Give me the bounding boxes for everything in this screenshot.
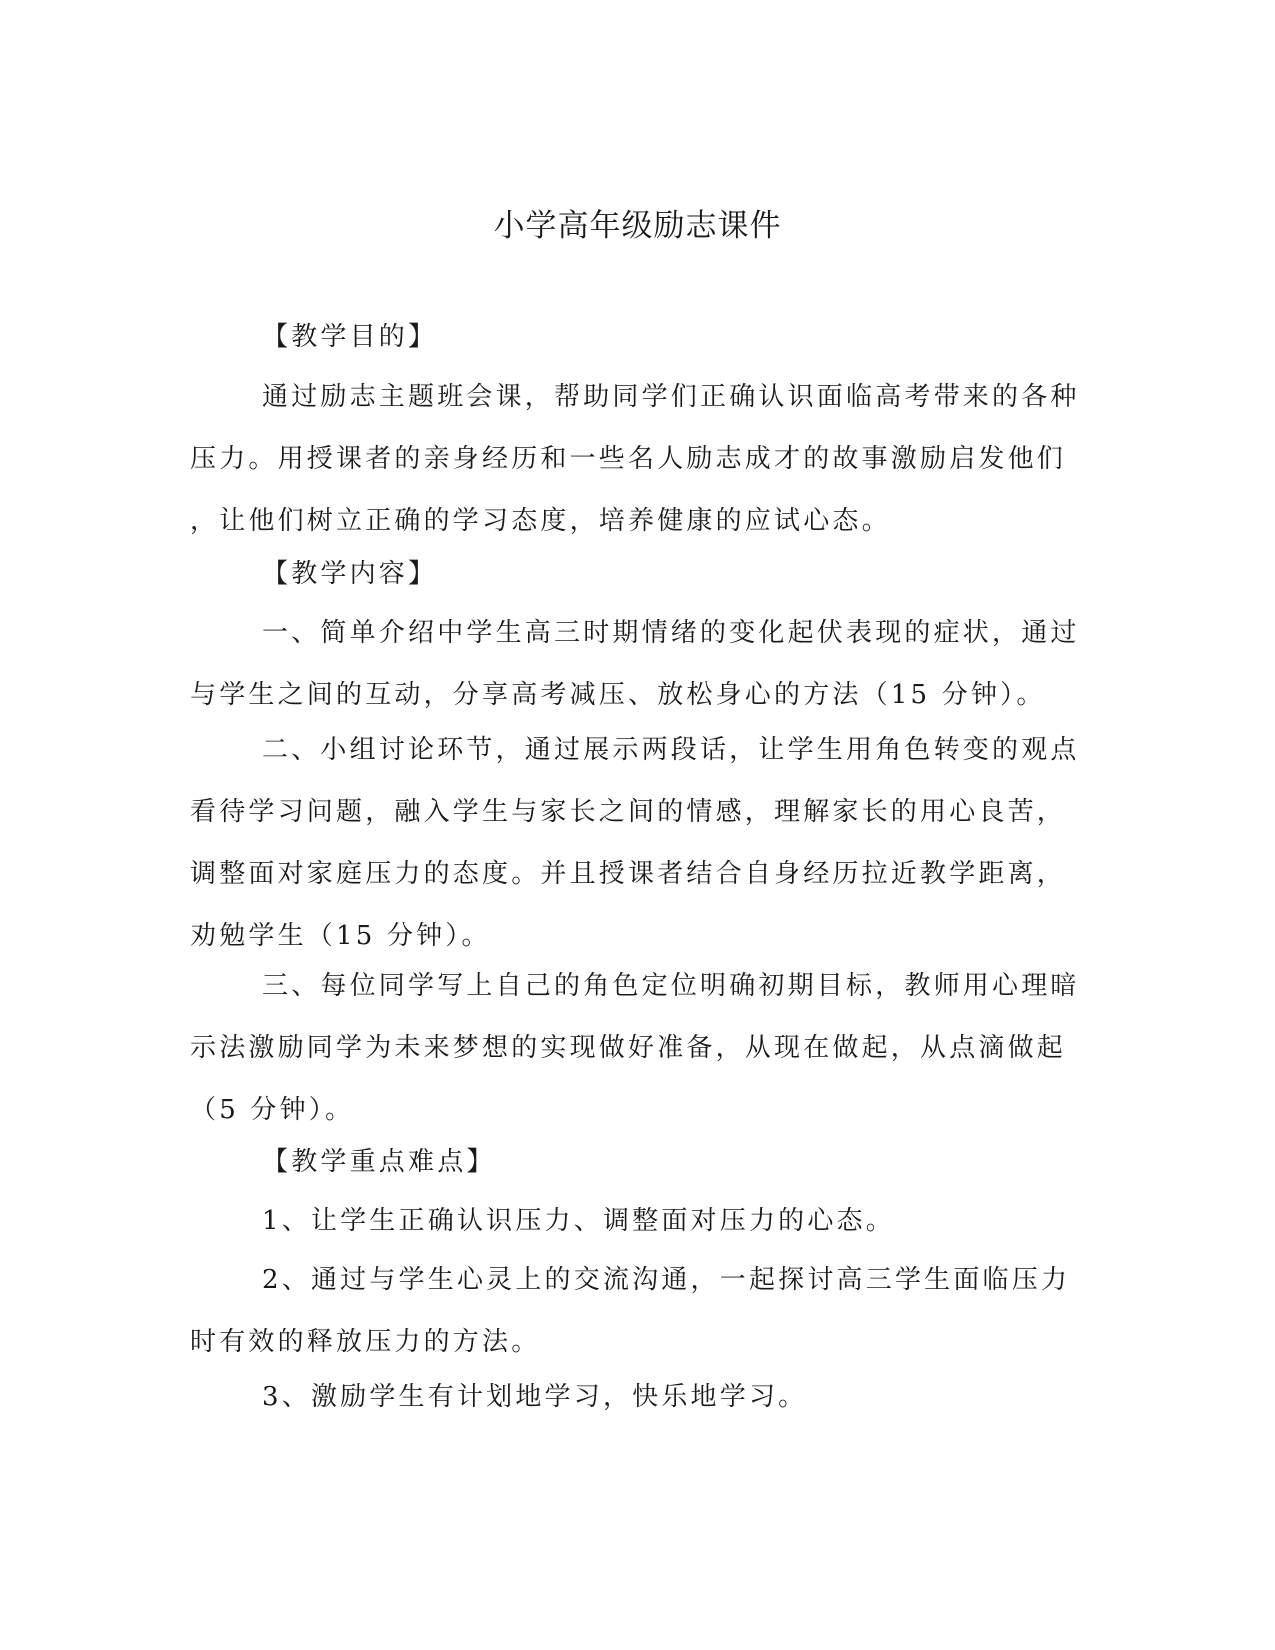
content-item-3 [190, 955, 1080, 1141]
paragraph-line: 时有效的释放压力的方法。 [190, 1327, 541, 1357]
paragraph-line: 二、小组讨论环节，通过展示两段话，让学生用角色转变的观点 [262, 735, 1080, 765]
key-point-2 [190, 1249, 1080, 1373]
paragraph-line: 通过励志主题班会课，帮助同学们正确认识面临高考带来的各种 [262, 382, 1080, 412]
paragraph-purpose [190, 366, 1080, 552]
key-point-3 [190, 1366, 1080, 1428]
paragraph-line: 调整面对家庭压力的态度。并且授课者结合自身经历拉近教学距离， [190, 859, 1067, 889]
section-heading-key-points: 【教学重点难点】 [262, 1147, 496, 1177]
paragraph-line: 1、让学生正确认识压力、调整面对压力的心态。 [262, 1206, 895, 1236]
paragraph-line: 劝勉学生（15 分钟）。 [190, 921, 491, 951]
paragraph-line: 示法激励同学为未来梦想的实现做好准备，从现在做起，从点滴做起 [190, 1033, 1067, 1063]
paragraph-line: 看待学习问题，融入学生与家长之间的情感，理解家长的用心良苦， [190, 797, 1067, 827]
paragraph-line: 3、激励学生有计划地学习，快乐地学习。 [262, 1382, 808, 1412]
key-point-1 [190, 1190, 1080, 1252]
content-item-1 [190, 602, 1080, 726]
paragraph-line: 2、通过与学生心灵上的交流沟通，一起探讨高三学生面临压力 [262, 1265, 1071, 1295]
document-title: 小学高年级励志课件 [493, 208, 782, 244]
paragraph-line: 与学生之间的互动，分享高考减压、放松身心的方法（15 分钟）。 [190, 680, 1046, 710]
paragraph-line: 压力。用授课者的亲身经历和一些名人励志成才的故事激励启发他们 [190, 444, 1067, 474]
section-heading-purpose: 【教学目的】 [262, 322, 438, 352]
content-item-2 [190, 719, 1080, 967]
paragraph-line: 一、简单介绍中学生高三时期情绪的变化起伏表现的症状，通过 [262, 618, 1080, 648]
paragraph-line: 三、每位同学写上自己的角色定位明确初期目标，教师用心理暗 [262, 971, 1080, 1001]
paragraph-line: （5 分钟）。 [190, 1095, 355, 1125]
section-heading-content: 【教学内容】 [262, 559, 438, 589]
paragraph-line: ，让他们树立正确的学习态度，培养健康的应试心态。 [190, 506, 891, 536]
